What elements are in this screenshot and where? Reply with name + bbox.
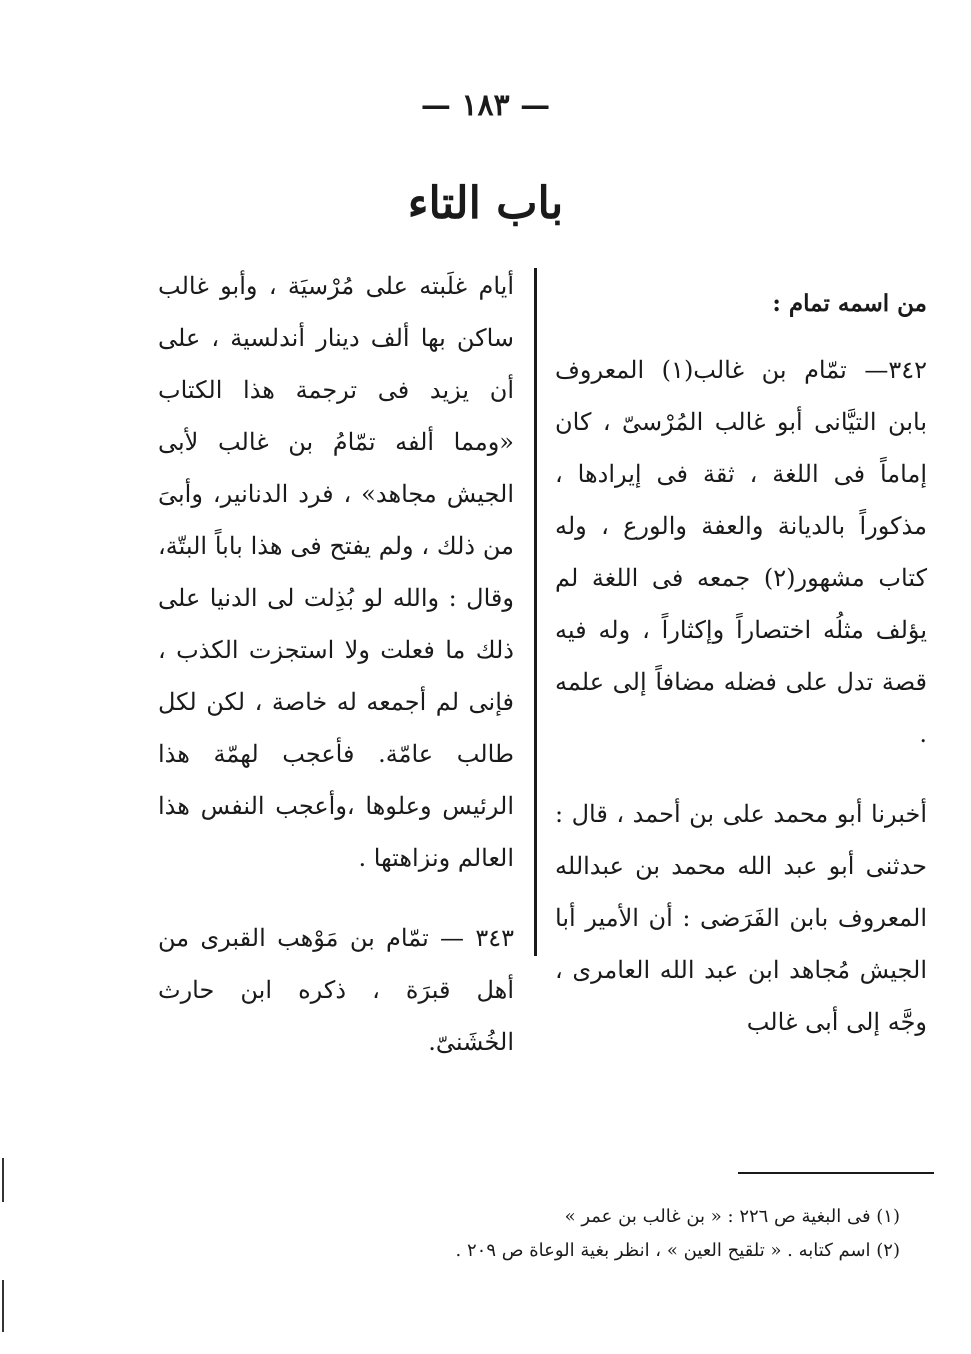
footnote-rule: [738, 1172, 934, 1174]
right-column: [555, 278, 927, 1048]
scan-edge-mark: [2, 1280, 4, 1332]
section-title: باب التاء: [407, 178, 564, 229]
scan-edge-mark: [2, 1158, 4, 1202]
footnote-2: (٢) اسم كتابه . « تلقيح العين » ، انظر بغية الوعاة ص ٢٠٩ .: [455, 1240, 900, 1261]
column-divider: [534, 268, 537, 956]
paragraph-gap: [555, 760, 927, 788]
continuation-paragraph: أيام غلَبته على مُرْسيَة ، وأبو غالب ساكن بها ألف دينار أندلسية ، على أن يزيد فى ترجمة هذا الكتاب «ومما ألفه تمّامُ بن غالب لأبى الجيش مجاهد» ، فرد الدنانير، وأبىَ من ذلك ، ولم يفتح فى هذا باباً البتّة، وقال : والله لو بُذِلت لى الدنيا على ذلك ما فعلت ولا استجزت الكذب ، فإنى لم أجمعه له خاصة ، لكن لكل طالب عامّة. فأعجب لهمّة هذا الرئيس وعلوها ،وأعجب النفس هذا العالم ونزاهتها .: [158, 272, 514, 872]
footnotes: [430, 1200, 900, 1268]
page-number: — ١٨٣ —: [420, 88, 551, 123]
entry-343: ٣٤٣ — تمّام بن مَوْهب القبرى من أهل قبرَة ، ذكره ابن حارث الخُشَنىّ.: [158, 924, 514, 1056]
left-column: [158, 260, 514, 1068]
footnote-1: (١) فى البغية ص ٢٢٦ : « بن غالب بن عمر »: [564, 1206, 900, 1227]
sub-heading: من اسمه تمام :: [772, 290, 927, 317]
entry-342: ٣٤٢— تمّام بن غالب(١) المعروف بابن التيَّانى أبو غالب المُرْسىّ ، كان إماماً فى اللغة ، ثقة فى إيرادها ، مذكوراً بالديانة والعفة والورع ، وله كتاب مشهور(٢) جمعه فى اللغة لم يؤلف مثلُه اختصاراً وإكثاراً ، وله فيه قصة تدل على فضله مضافاً إلى علمه .: [555, 356, 928, 748]
narration-paragraph: أخبرنا أبو محمد على بن أحمد ، قال : حدثنى أبو عبد الله محمد بن عبدالله المعروف بابن الفَرَضى : أن الأمير أبا الجيش مُجاهد ابن عبد الله العامرى ، وجَّه إلى أبى غالب: [555, 800, 927, 1036]
paragraph-gap: [158, 884, 514, 912]
